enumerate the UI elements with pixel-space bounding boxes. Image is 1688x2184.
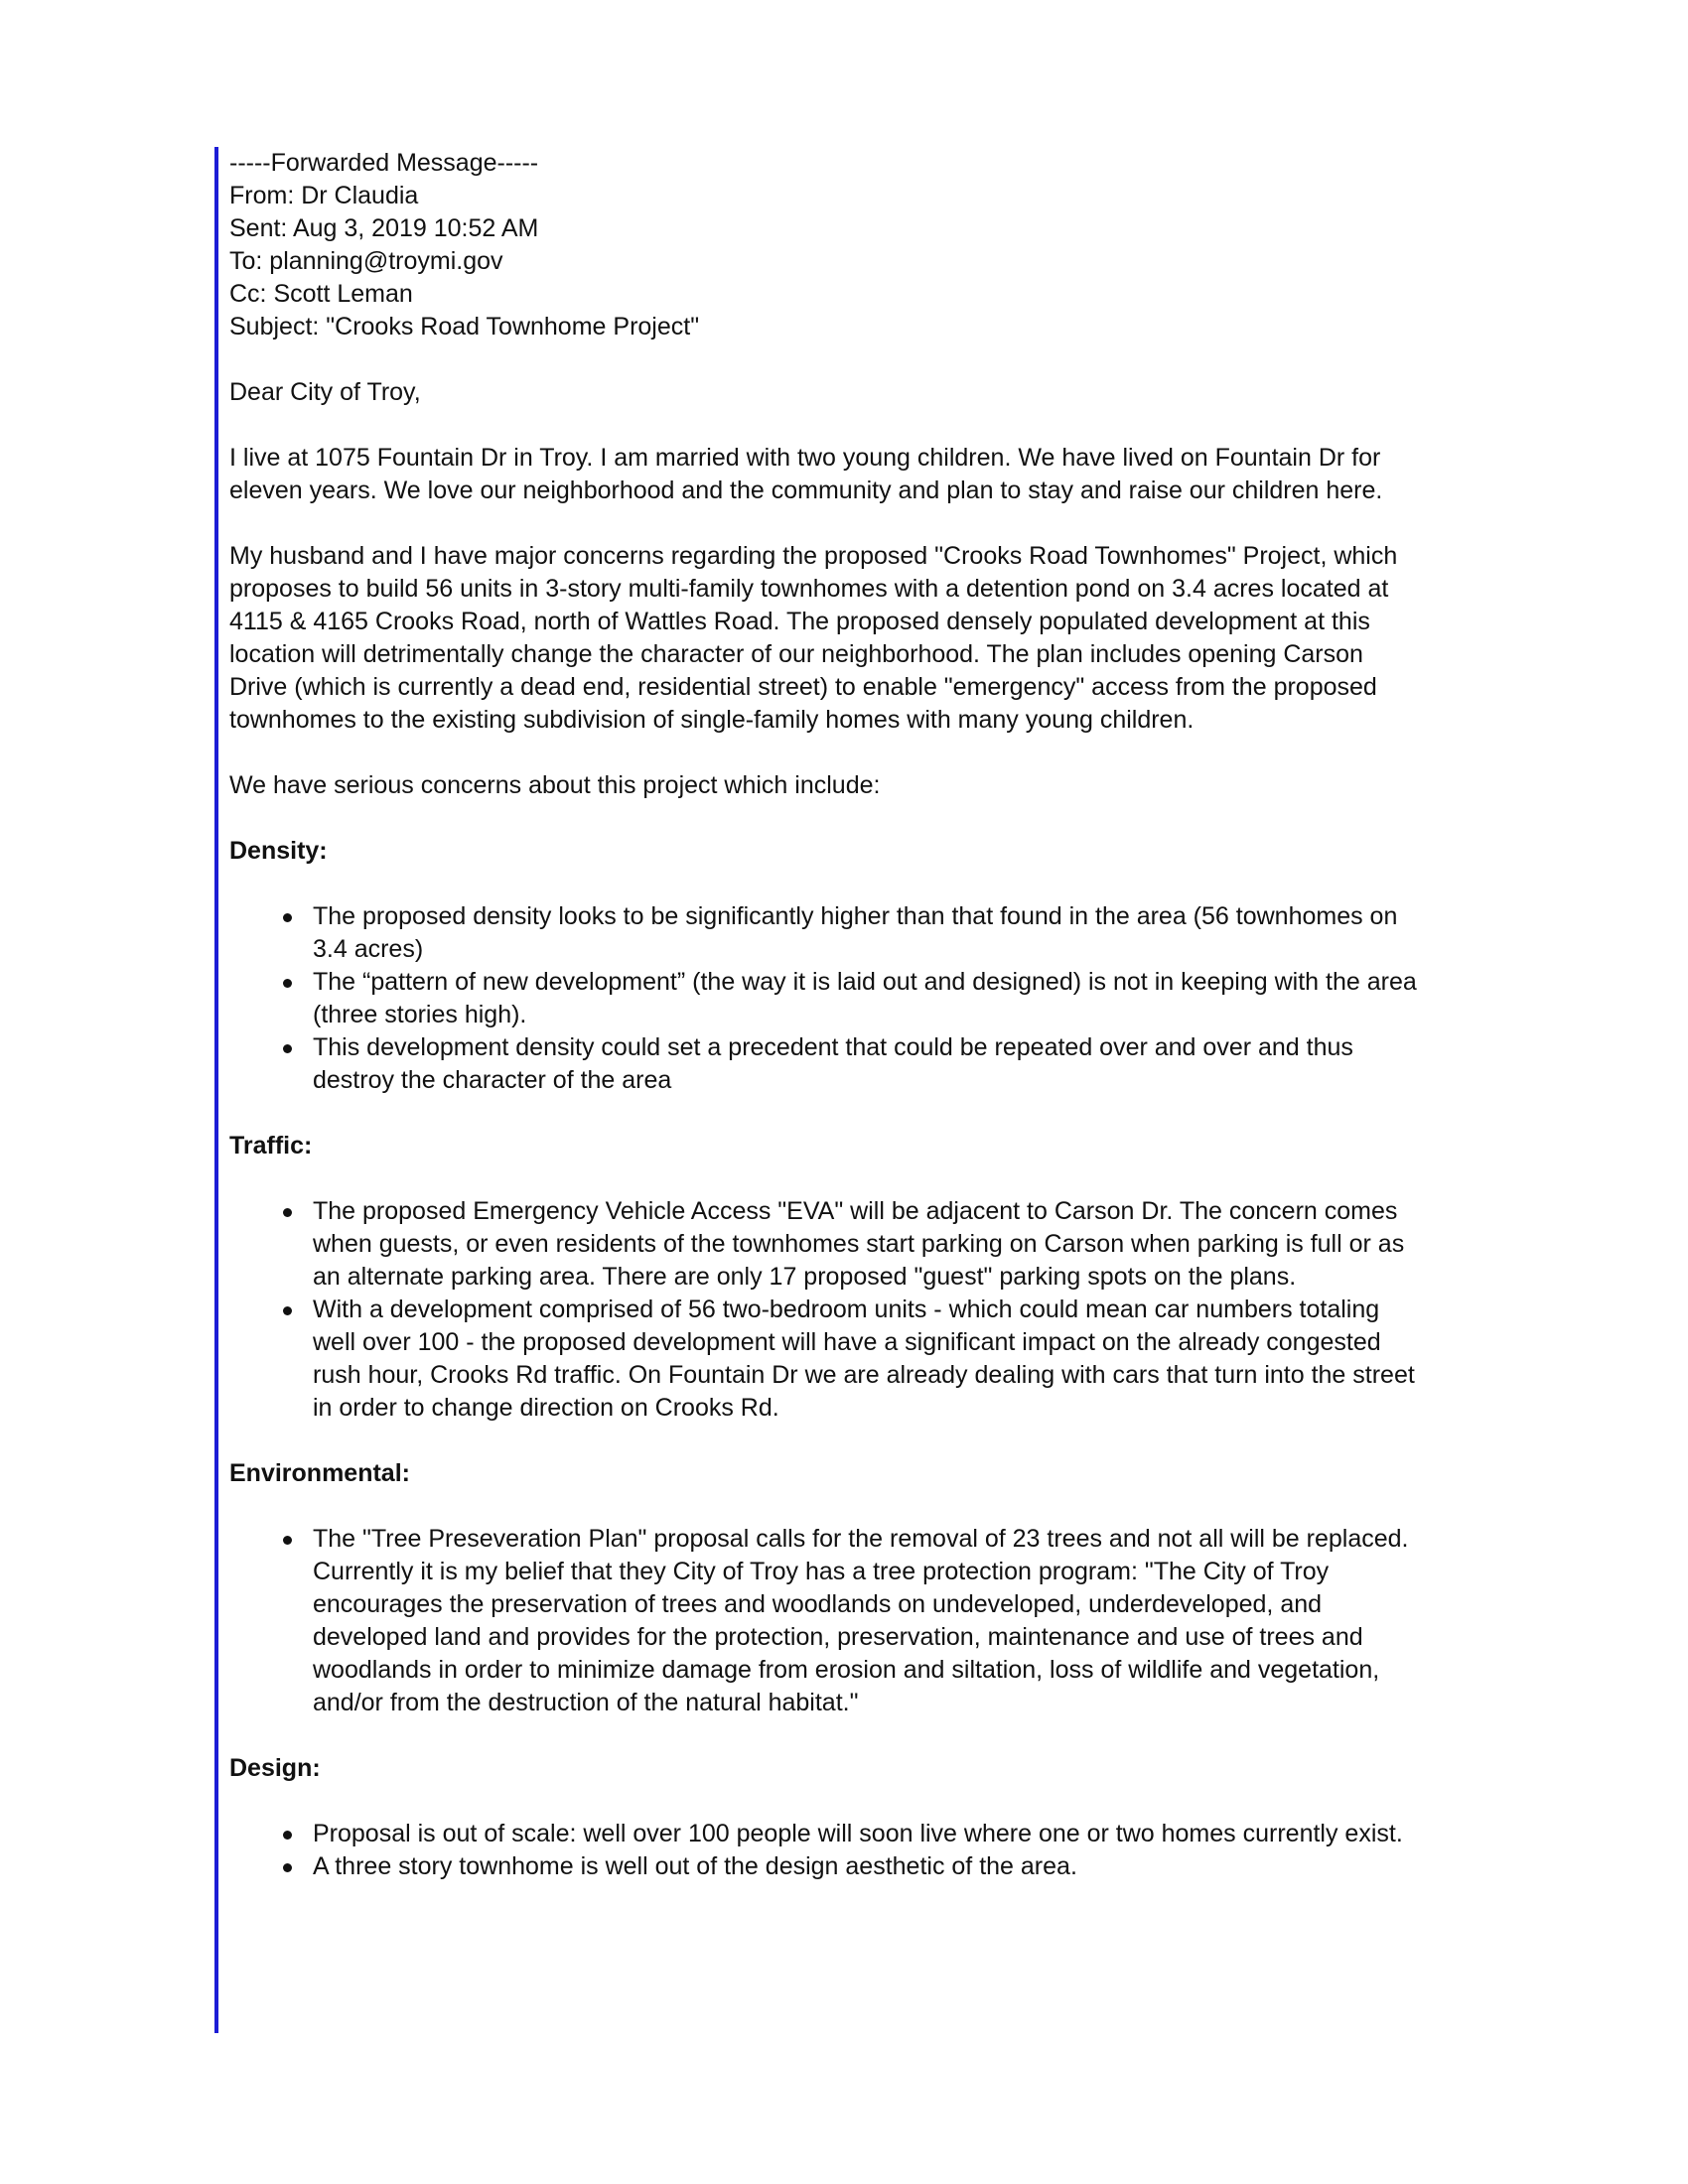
list-item-text: With a development comprised of 56 two-bedroom units - which could mean car numbers totaling well over 100 - the proposed development will have a significant impact on the already congested rush hour, Crooks Rd traffic. On Fountain Dr we are already dealing with cars that turn into the street in order to change direction on Crooks Rd.: [313, 1296, 1415, 1422]
forwarded-message-label: -----Forwarded Message-----: [229, 149, 539, 177]
traffic-heading: Traffic:: [229, 1132, 313, 1160]
environmental-list: [229, 1523, 1421, 1719]
bullet-icon: [283, 913, 292, 922]
bullet-icon: [283, 1306, 292, 1315]
greeting: Dear City of Troy,: [229, 378, 421, 406]
sent-line: Sent: Aug 3, 2019 10:52 AM: [229, 214, 539, 242]
design-list: [229, 1818, 1421, 1883]
list-item-text: The proposed Emergency Vehicle Access "EVA" will be adjacent to Carson Dr. The concern comes when guests, or even residents of the townhomes start parking on Carson when parking is full or as an alternate parking area. There are only 17 proposed "guest" parking spots on the plans.: [313, 1197, 1405, 1291]
density-list: [229, 900, 1421, 1097]
list-item-text: The proposed density looks to be significantly higher than that found in the area (56 townhomes on 3.4 acres): [313, 902, 1398, 963]
list-item-text: This development density could set a precedent that could be repeated over and over and thus destroy the character of the area: [313, 1033, 1353, 1094]
subject-line: Subject: "Crooks Road Townhome Project": [229, 313, 700, 341]
traffic-list: [229, 1195, 1421, 1425]
concerns-paragraph: My husband and I have major concerns regarding the proposed "Crooks Road Townhomes" Project, which proposes to build 56 units in 3-story multi-family townhomes with a detention pond on 3.4 acres located at 4115 & 4165 Crooks Road, north of Wattles Road. The proposed densely populated development at this location will detrimentally change the character of our neighborhood. The plan includes opening Carson Drive (which is currently a dead end, residential street) to enable "emergency" access from the proposed townhomes to the existing subdivision of single-family homes with many young children.: [229, 542, 1398, 734]
list-item: [313, 900, 1421, 966]
concerns-list-intro: We have serious concerns about this project which include:: [229, 771, 881, 799]
density-heading: Density:: [229, 837, 328, 865]
to-line: To: planning@troymi.gov: [229, 247, 503, 275]
cc-line: Cc: Scott Leman: [229, 280, 413, 308]
intro-paragraph: I live at 1075 Fountain Dr in Troy. I am married with two young children. We have lived on Fountain Dr for eleven years. We love our neighborhood and the community and plan to stay and raise our children here.: [229, 444, 1383, 504]
list-item: [313, 1294, 1421, 1425]
list-item-text: Proposal is out of scale: well over 100 people will soon live where one or two homes currently exist.: [313, 1820, 1403, 1847]
bullet-icon: [283, 979, 292, 988]
list-item: [313, 1523, 1421, 1719]
bullet-icon: [283, 1831, 292, 1840]
bullet-icon: [283, 1536, 292, 1545]
bullet-icon: [283, 1863, 292, 1872]
list-item: [313, 1850, 1421, 1883]
quoted-message-bar: [214, 147, 218, 2033]
list-item-text: A three story townhome is well out of the design aesthetic of the area.: [313, 1852, 1077, 1880]
environmental-heading: Environmental:: [229, 1459, 410, 1487]
list-item-text: The "Tree Preseveration Plan" proposal calls for the removal of 23 trees and not all will be replaced. Currently it is my belief that they City of Troy has a tree protection program: "The City of Troy encourages the preservation of trees and woodlands on undeveloped, underdeveloped, and developed land and provides for the protection, preservation, maintenance and use of trees and woodlands in order to minimize damage from erosion and siltation, loss of wildlife and vegetation, and/or from the destruction of the natural habitat.": [313, 1525, 1409, 1716]
from-line: From: Dr Claudia: [229, 182, 419, 209]
forwarded-email-body: [229, 147, 1421, 1883]
bullet-icon: [283, 1208, 292, 1217]
list-item: [313, 1818, 1421, 1850]
bullet-icon: [283, 1044, 292, 1053]
list-item: [313, 1195, 1421, 1294]
list-item-text: The “pattern of new development” (the way it is laid out and designed) is not in keeping with the area (three stories high).: [313, 968, 1417, 1028]
list-item: [313, 966, 1421, 1031]
email-header: [229, 147, 1421, 343]
list-item: [313, 1031, 1421, 1097]
design-heading: Design:: [229, 1754, 321, 1782]
